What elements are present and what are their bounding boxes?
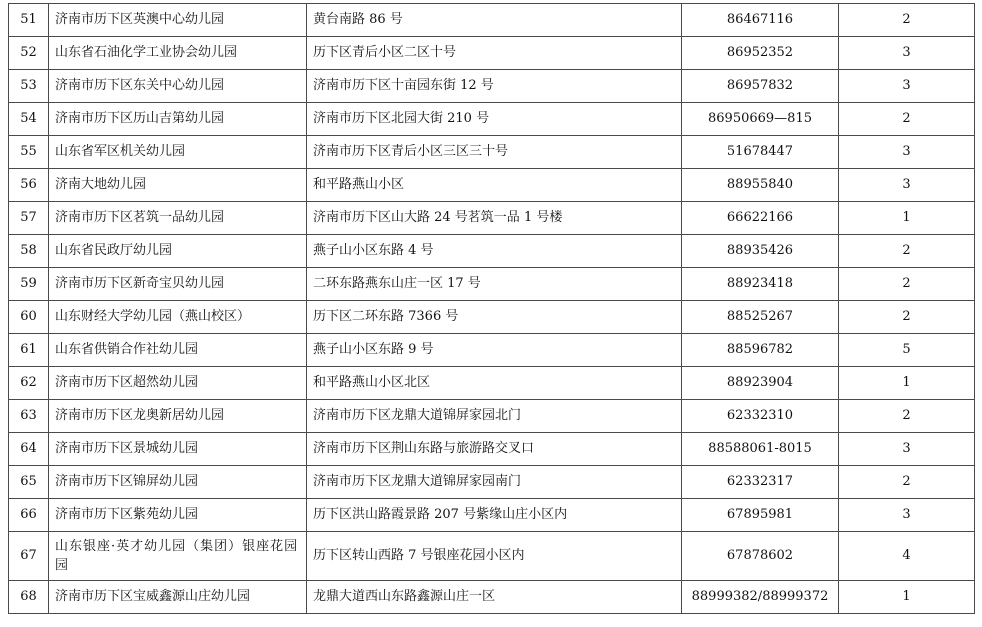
row-number: 62 bbox=[9, 367, 49, 400]
count: 2 bbox=[839, 103, 975, 136]
kindergarten-name: 济南市历下区超然幼儿园 bbox=[49, 367, 307, 400]
table-row bbox=[9, 169, 975, 202]
address: 济南市历下区山大路 24 号茗筑一品 1 号楼 bbox=[307, 202, 682, 235]
kindergarten-name: 济南市历下区紫苑幼儿园 bbox=[49, 499, 307, 532]
table-row bbox=[9, 466, 975, 499]
phone: 88923418 bbox=[682, 268, 839, 301]
phone: 88955840 bbox=[682, 169, 839, 202]
phone: 88525267 bbox=[682, 301, 839, 334]
phone: 62332317 bbox=[682, 466, 839, 499]
kindergarten-name: 山东省民政厅幼儿园 bbox=[49, 235, 307, 268]
row-number: 52 bbox=[9, 37, 49, 70]
table-body bbox=[9, 4, 975, 614]
phone: 67895981 bbox=[682, 499, 839, 532]
address: 龙鼎大道西山东路鑫源山庄一区 bbox=[307, 581, 682, 614]
count: 5 bbox=[839, 334, 975, 367]
kindergarten-name: 济南市历下区东关中心幼儿园 bbox=[49, 70, 307, 103]
count: 3 bbox=[839, 499, 975, 532]
row-number: 68 bbox=[9, 581, 49, 614]
phone: 67878602 bbox=[682, 532, 839, 581]
phone: 88588061-8015 bbox=[682, 433, 839, 466]
kindergarten-name: 济南市历下区龙奥新居幼儿园 bbox=[49, 400, 307, 433]
row-number: 65 bbox=[9, 466, 49, 499]
table-row bbox=[9, 400, 975, 433]
table-row bbox=[9, 103, 975, 136]
address: 济南市历下区北园大街 210 号 bbox=[307, 103, 682, 136]
table-row bbox=[9, 301, 975, 334]
table-row bbox=[9, 433, 975, 466]
phone: 86952352 bbox=[682, 37, 839, 70]
address: 燕子山小区东路 4 号 bbox=[307, 235, 682, 268]
count: 1 bbox=[839, 581, 975, 614]
kindergarten-name: 山东省石油化学工业协会幼儿园 bbox=[49, 37, 307, 70]
row-number: 58 bbox=[9, 235, 49, 268]
table-row bbox=[9, 235, 975, 268]
count: 1 bbox=[839, 367, 975, 400]
phone: 86950669—815 bbox=[682, 103, 839, 136]
table-row bbox=[9, 37, 975, 70]
row-number: 57 bbox=[9, 202, 49, 235]
row-number: 66 bbox=[9, 499, 49, 532]
kindergarten-name: 山东银座·英才幼儿园（集团）银座花园园 bbox=[49, 532, 307, 581]
phone: 88935426 bbox=[682, 235, 839, 268]
kindergarten-name: 山东财经大学幼儿园（燕山校区） bbox=[49, 301, 307, 334]
count: 3 bbox=[839, 136, 975, 169]
phone: 86467116 bbox=[682, 4, 839, 37]
address: 和平路燕山小区 bbox=[307, 169, 682, 202]
phone: 88923904 bbox=[682, 367, 839, 400]
address: 济南市历下区十亩园东街 12 号 bbox=[307, 70, 682, 103]
table-row bbox=[9, 70, 975, 103]
kindergarten-name: 济南市历下区锦屏幼儿园 bbox=[49, 466, 307, 499]
count: 2 bbox=[839, 268, 975, 301]
address: 二环东路燕东山庄一区 17 号 bbox=[307, 268, 682, 301]
table-row bbox=[9, 581, 975, 614]
row-number: 54 bbox=[9, 103, 49, 136]
row-number: 56 bbox=[9, 169, 49, 202]
table-row bbox=[9, 499, 975, 532]
table-row bbox=[9, 268, 975, 301]
address: 黄台南路 86 号 bbox=[307, 4, 682, 37]
count: 3 bbox=[839, 37, 975, 70]
address: 济南市历下区青后小区三区三十号 bbox=[307, 136, 682, 169]
phone: 88999382/88999372 bbox=[682, 581, 839, 614]
kindergarten-name: 济南市历下区英澳中心幼儿园 bbox=[49, 4, 307, 37]
kindergarten-name: 济南市历下区景城幼儿园 bbox=[49, 433, 307, 466]
row-number: 64 bbox=[9, 433, 49, 466]
row-number: 51 bbox=[9, 4, 49, 37]
address: 和平路燕山小区北区 bbox=[307, 367, 682, 400]
kindergarten-name: 济南大地幼儿园 bbox=[49, 169, 307, 202]
count: 3 bbox=[839, 70, 975, 103]
count: 2 bbox=[839, 4, 975, 37]
row-number: 63 bbox=[9, 400, 49, 433]
row-number: 61 bbox=[9, 334, 49, 367]
address: 历下区青后小区二区十号 bbox=[307, 37, 682, 70]
count: 3 bbox=[839, 433, 975, 466]
phone: 62332310 bbox=[682, 400, 839, 433]
count: 2 bbox=[839, 235, 975, 268]
kindergarten-name: 山东省供销合作社幼儿园 bbox=[49, 334, 307, 367]
count: 1 bbox=[839, 202, 975, 235]
table-row bbox=[9, 532, 975, 581]
table-row bbox=[9, 367, 975, 400]
kindergarten-name: 济南市历下区宝威鑫源山庄幼儿园 bbox=[49, 581, 307, 614]
address: 济南市历下区荆山东路与旅游路交叉口 bbox=[307, 433, 682, 466]
address: 历下区转山西路 7 号银座花园小区内 bbox=[307, 532, 682, 581]
table-row bbox=[9, 334, 975, 367]
count: 2 bbox=[839, 301, 975, 334]
row-number: 59 bbox=[9, 268, 49, 301]
row-number: 60 bbox=[9, 301, 49, 334]
address: 历下区洪山路霞景路 207 号紫缘山庄小区内 bbox=[307, 499, 682, 532]
kindergarten-name: 济南市历下区历山吉第幼儿园 bbox=[49, 103, 307, 136]
kindergarten-name: 山东省军区机关幼儿园 bbox=[49, 136, 307, 169]
row-number: 55 bbox=[9, 136, 49, 169]
address: 济南市历下区龙鼎大道锦屏家园北门 bbox=[307, 400, 682, 433]
table-row bbox=[9, 4, 975, 37]
phone: 86957832 bbox=[682, 70, 839, 103]
count: 4 bbox=[839, 532, 975, 581]
phone: 66622166 bbox=[682, 202, 839, 235]
address: 燕子山小区东路 9 号 bbox=[307, 334, 682, 367]
address: 济南市历下区龙鼎大道锦屏家园南门 bbox=[307, 466, 682, 499]
phone: 51678447 bbox=[682, 136, 839, 169]
row-number: 53 bbox=[9, 70, 49, 103]
count: 2 bbox=[839, 400, 975, 433]
kindergarten-name: 济南市历下区茗筑一品幼儿园 bbox=[49, 202, 307, 235]
row-number: 67 bbox=[9, 532, 49, 581]
table-row bbox=[9, 136, 975, 169]
kindergarten-name: 济南市历下区新奇宝贝幼儿园 bbox=[49, 268, 307, 301]
table-row bbox=[9, 202, 975, 235]
phone: 88596782 bbox=[682, 334, 839, 367]
count: 2 bbox=[839, 466, 975, 499]
kindergarten-table bbox=[8, 3, 975, 614]
address: 历下区二环东路 7366 号 bbox=[307, 301, 682, 334]
count: 3 bbox=[839, 169, 975, 202]
